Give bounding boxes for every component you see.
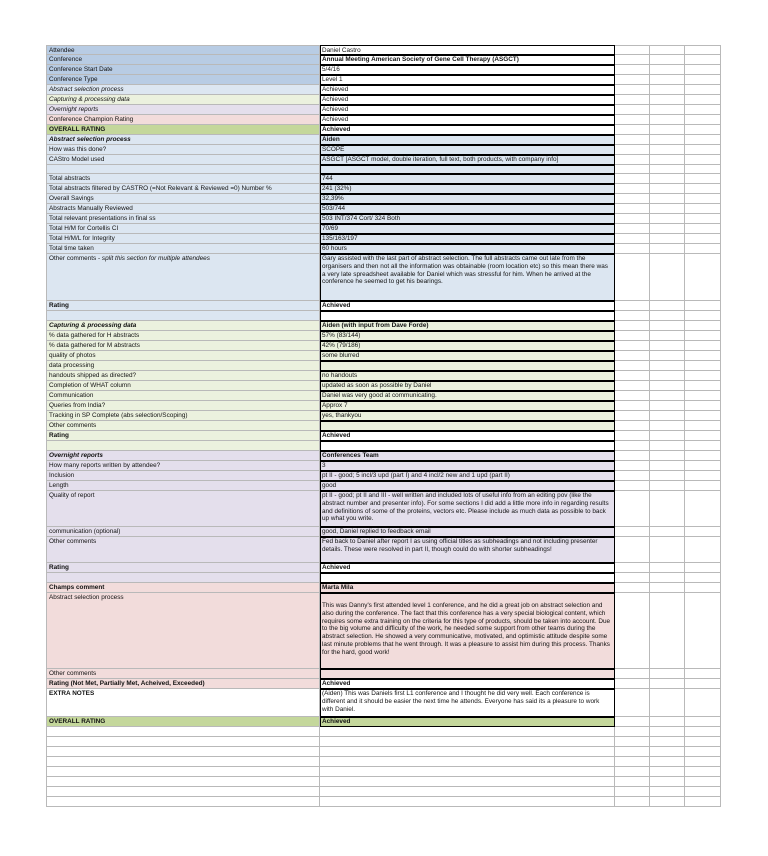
row-ovn-comm — [46, 527, 721, 537]
abs-total-value[interactable]: 744 — [320, 174, 615, 184]
ovn-length-value[interactable]: good — [320, 481, 615, 491]
row-champ-other — [46, 669, 721, 679]
conference-label: Conference — [46, 55, 320, 65]
row-cap-m — [46, 341, 721, 351]
champ-extra-value[interactable]: (Aiden) This was Daniels first L1 conference and I thought he did very well. Each conference is different and it should be easier the next time he attends. Everyone has said its a pleasure to work with Daniel. — [320, 689, 615, 717]
row-cap-h — [46, 331, 721, 341]
empty-row — [46, 777, 721, 787]
start-date-label: Conference Start Date — [46, 65, 320, 75]
abs-hm-cort-label: Total H/M for Cortellis CI — [46, 224, 320, 234]
conference-type-value[interactable]: Level 1 — [320, 75, 615, 85]
empty-row — [46, 797, 721, 807]
row-cap-title — [46, 321, 721, 331]
row-ovn-length — [46, 481, 721, 491]
row-abs-spacer — [46, 165, 721, 174]
row-champ-rating — [46, 679, 721, 689]
abs-comments-label-hint: split this section for multiple attendees — [101, 255, 210, 262]
abs-relevant-label: Total relevant presentations in final ss — [46, 214, 320, 224]
abs-manual-value[interactable]: 503/744 — [320, 204, 615, 214]
abs-time-value[interactable]: 60 hours — [320, 244, 615, 254]
cap-h-label: % data gathered for H abstracts — [46, 331, 320, 341]
champ-rating-value[interactable]: Achieved — [320, 679, 615, 689]
row-ovn-rating — [46, 563, 721, 573]
abs-model-label: CAStro Model used — [46, 155, 320, 165]
row-abs-manual — [46, 204, 721, 214]
ovn-quality-value[interactable]: pt II - good; pt II and III - well written and included lots of useful info from an editing pov (like the abstract number and presenter info). For some sections I did add a little more info in regarding results and definitions of some of the proteins, vectors etc. Please include as much data as possible to back up what you write. — [320, 491, 615, 527]
ovn-rating-label: Rating — [46, 563, 320, 573]
row-cap-comm — [46, 391, 721, 401]
row-champ-title — [46, 583, 721, 593]
ovn-title-value[interactable]: Conferences Team — [320, 451, 615, 461]
cap-processing-value[interactable] — [320, 361, 615, 371]
row-abs-savings — [46, 194, 721, 204]
cap-rating-label: Rating — [46, 431, 320, 441]
cap-india-label: Queries from India? — [46, 401, 320, 411]
overall-rating-label: OVERALL RATING — [46, 125, 320, 135]
ovn-comm-value[interactable]: good, Daniel replied to feedback email — [320, 527, 615, 537]
row-ovn-title — [46, 451, 721, 461]
cap-india-value[interactable]: Approx 7 — [320, 401, 615, 411]
abs-rating-label: Rating — [46, 301, 320, 311]
row-abs-model — [46, 155, 721, 165]
overall-bottom-label: OVERALL RATING — [46, 717, 320, 727]
ovn-count-value[interactable]: 3 — [320, 461, 615, 471]
cap-rating-value[interactable]: Achieved — [320, 431, 615, 441]
cap-handouts-label: handouts shipped as directed? — [46, 371, 320, 381]
ovn-other-label: Other comments — [46, 537, 320, 563]
overall-rating-value[interactable]: Achieved — [320, 125, 615, 135]
spreadsheet — [46, 45, 721, 807]
empty-row — [46, 737, 721, 747]
row-overall-top — [46, 125, 721, 135]
row-summary-capturing — [46, 95, 721, 105]
abs-comments-value[interactable]: Gary assisted with the last part of abstract selection. The full abstracts came out late from the organisers and then not all the information was obtainable (room location etc) so this mean there was a very late spreadsheet available for Daniel which was stressful for him. When he arrived at the conference he seemed to get his bearings. — [320, 254, 615, 301]
abs-comments-label — [46, 254, 320, 301]
abs-hm-int-value[interactable]: 135/163/197 — [320, 234, 615, 244]
row-conference — [46, 55, 721, 65]
start-date-value[interactable]: 5/4/16 — [320, 65, 615, 75]
row-abs-comments — [46, 254, 721, 301]
row-champ-abs — [46, 593, 721, 669]
row-summary-overnight — [46, 105, 721, 115]
summary-champion-label: Conference Champion Rating — [46, 115, 320, 125]
empty-row — [46, 767, 721, 777]
champ-title-value[interactable]: Marta Mila — [320, 583, 615, 593]
cap-what-label: Completion of WHAT column — [46, 381, 320, 391]
champ-title-label: Champs comment — [46, 583, 320, 593]
row-spacer-1 — [46, 311, 721, 321]
row-ovn-quality — [46, 491, 721, 527]
row-ovn-other — [46, 537, 721, 563]
champ-other-label: Other comments — [46, 669, 320, 679]
row-spacer-2 — [46, 441, 721, 451]
abs-how-label: How was this done? — [46, 145, 320, 155]
row-abs-rating — [46, 301, 721, 311]
abs-title-label: Abstract selection process — [46, 135, 320, 145]
abs-relevant-value[interactable]: 503 INT/374 Cort/ 324 Both — [320, 214, 615, 224]
attendee-label: Attendee — [46, 45, 320, 55]
conference-type-label: Conference Type — [46, 75, 320, 85]
row-start-date — [46, 65, 721, 75]
abs-rating-value[interactable]: Achieved — [320, 301, 615, 311]
summary-overnight-label: Overnight reports — [46, 105, 320, 115]
row-spacer-3 — [46, 573, 721, 583]
abs-total-label: Total abstracts — [46, 174, 320, 184]
champ-extra-label: EXTRA NOTES — [46, 689, 320, 717]
cap-title-label: Capturing & processing data — [46, 321, 320, 331]
cap-m-label: % data gathered for M abstracts — [46, 341, 320, 351]
ovn-title-label: Overnight reports — [46, 451, 320, 461]
row-cap-sp — [46, 411, 721, 421]
cap-handouts-value[interactable]: no handouts — [320, 371, 615, 381]
cap-photos-value[interactable]: some blurred — [320, 351, 615, 361]
row-abs-hm-cort — [46, 224, 721, 234]
row-abs-total — [46, 174, 721, 184]
cap-sp-value[interactable]: yes, thankyou — [320, 411, 615, 421]
summary-abstract-value[interactable]: Achieved — [320, 85, 615, 95]
row-abs-relevant — [46, 214, 721, 224]
row-conference-type — [46, 75, 721, 85]
row-cap-what — [46, 381, 721, 391]
cap-title-value[interactable]: Aiden (with input from Dave Forde) — [320, 321, 615, 331]
empty-row — [46, 747, 721, 757]
summary-abstract-label: Abstract selection process — [46, 85, 320, 95]
cap-comm-value[interactable]: Daniel was very good at communicating. — [320, 391, 615, 401]
row-abs-filtered — [46, 184, 721, 194]
empty-row — [46, 727, 721, 737]
champ-abs-label: Abstract selection process — [46, 593, 320, 669]
row-abs-hm-int — [46, 234, 721, 244]
row-cap-photos — [46, 351, 721, 361]
row-ovn-inclusion — [46, 471, 721, 481]
abs-manual-label: Abstracts Manually Reviewed — [46, 204, 320, 214]
abs-how-value[interactable]: SCOPE — [320, 145, 615, 155]
row-cap-handouts — [46, 371, 721, 381]
empty-row — [46, 757, 721, 767]
row-ovn-count — [46, 461, 721, 471]
overall-bottom-value[interactable]: Achieved — [320, 717, 615, 727]
abs-time-label: Total time taken — [46, 244, 320, 254]
cap-photos-label: quality of photos — [46, 351, 320, 361]
attendee-value[interactable]: Daniel Castro — [320, 45, 615, 55]
abs-savings-value[interactable]: 32,39% — [320, 194, 615, 204]
cap-m-value[interactable]: 42% (79/186) — [320, 341, 615, 351]
abs-hm-int-label: Total H/M/L for Integrity — [46, 234, 320, 244]
row-overall-bottom — [46, 717, 721, 727]
row-cap-rating — [46, 431, 721, 441]
abs-comments-label-prefix: Other comments - — [49, 255, 102, 262]
ovn-rating-value[interactable]: Achieved — [320, 563, 615, 573]
summary-overnight-value[interactable]: Achieved — [320, 105, 615, 115]
summary-capturing-value[interactable]: Achieved — [320, 95, 615, 105]
cap-sp-label: Tracking in SP Complete (abs selection/Scoping) — [46, 411, 320, 421]
row-cap-other — [46, 421, 721, 431]
row-abs-how — [46, 145, 721, 155]
row-abs-time — [46, 244, 721, 254]
ovn-inclusion-value[interactable]: pt II - good; 5 incl/3 upd (part I) and 4 incl/2 new and 1 upd (part II) — [320, 471, 615, 481]
ovn-inclusion-label: Inclusion — [46, 471, 320, 481]
champ-rating-label: Rating (Not Met, Partially Met, Acheived, Exceeded) — [46, 679, 320, 689]
row-champ-extra — [46, 689, 721, 717]
ovn-count-label: How many reports written by attendee? — [46, 461, 320, 471]
ovn-length-label: Length — [46, 481, 320, 491]
abs-model-value[interactable]: ASGCT [ASGCT model, double iteration, full text, both products, with company info] — [320, 155, 615, 165]
ovn-quality-label: Quality of report — [46, 491, 320, 527]
row-attendee — [46, 45, 721, 55]
conference-value[interactable]: Annual Meeting American Society of Gene Cell Therapy (ASGCT) — [320, 55, 615, 65]
cap-comm-label: Communication — [46, 391, 320, 401]
row-summary-champion — [46, 115, 721, 125]
cap-processing-label: data processing — [46, 361, 320, 371]
row-cap-processing — [46, 361, 721, 371]
cap-other-label: Other comments — [46, 421, 320, 431]
row-cap-india — [46, 401, 721, 411]
abs-savings-label: Overall Savings — [46, 194, 320, 204]
ovn-comm-label: communication (optional) — [46, 527, 320, 537]
champ-abs-value[interactable]: This was Danny's first attended level 1 conference, and he did a great job on abstract selection and also during the conference. The fact that this conference has a very special biological content, which requires some extra training on the criteria for this type of products, should be taken into account. Due to the big volume and difficulty of the work, he needed some support from other teams during the abstract selection. He showed a very communicative, motivated, and optimistic attitude despite some last minute problems that he went through. It was a pleasure to assist him during this process. Thanks for the hard, good work! — [320, 593, 615, 669]
abs-filtered-label: Total abstracts filtered by CASTRO (=Not Relevant & Reviewed =0) Number % — [46, 184, 320, 194]
abs-title-value[interactable]: Aiden — [320, 135, 615, 145]
cap-h-value[interactable]: 57% (83/144) — [320, 331, 615, 341]
summary-capturing-label: Capturing & processing data — [46, 95, 320, 105]
abs-filtered-value[interactable]: 241 (32%) — [320, 184, 615, 194]
summary-champion-value[interactable]: Achieved — [320, 115, 615, 125]
ovn-other-value[interactable]: Fed back to Daniel after report I as using official titles as subheadings and not including presenter details. These were resolved in part II, though could do with shorter subheadings! — [320, 537, 615, 563]
empty-row — [46, 787, 721, 797]
cap-what-value[interactable]: updated as soon as possible by Daniel — [320, 381, 615, 391]
cap-other-value[interactable] — [320, 421, 615, 431]
row-summary-abstract — [46, 85, 721, 95]
row-abs-title — [46, 135, 721, 145]
abs-hm-cort-value[interactable]: 70/69 — [320, 224, 615, 234]
